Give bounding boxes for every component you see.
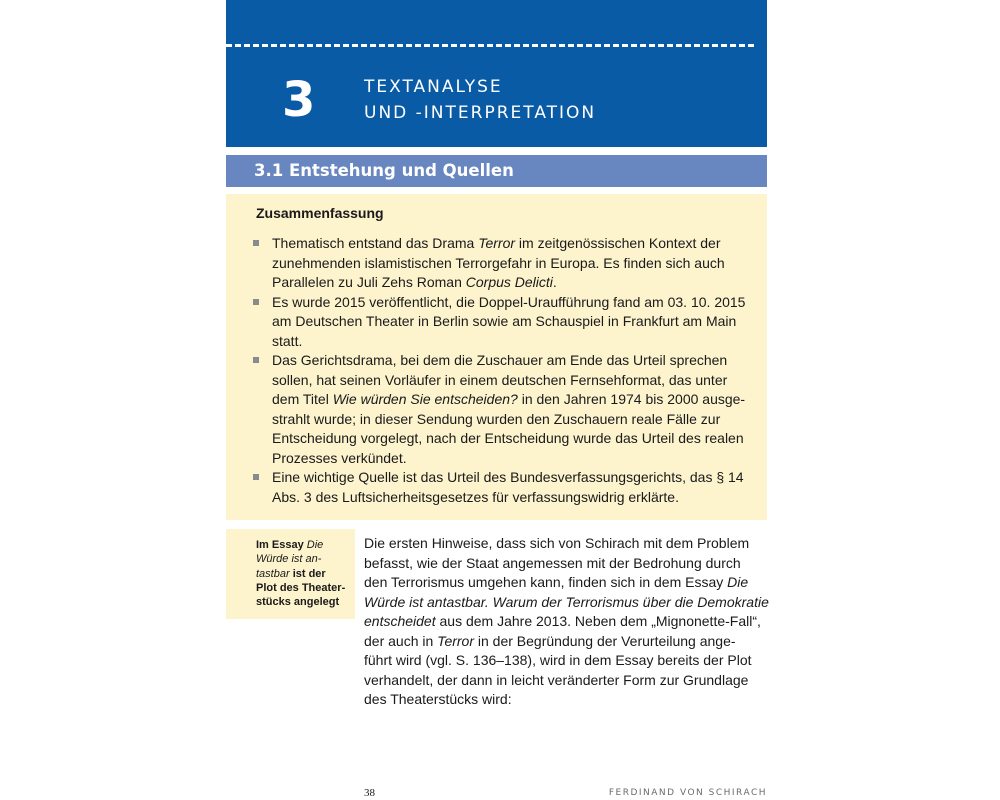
square-bullet-icon <box>253 357 259 363</box>
text-run: dem Titel <box>272 391 333 407</box>
summary-item <box>252 234 762 293</box>
chapter-title-line: TEXTANALYSE <box>364 77 503 97</box>
square-bullet-icon <box>253 240 259 246</box>
italic-text: Würde ist antastbar. Warum der Terrorismus über die Demokratie <box>364 593 769 610</box>
text-run: der auch in <box>364 632 438 649</box>
text-run: ist der <box>289 567 326 580</box>
text-run: Prozesses verkündet. <box>272 449 407 466</box>
text-line <box>256 567 345 581</box>
text-run: Parallelen zu Juli Zehs Roman <box>272 274 466 290</box>
italic-text: Corpus Delicti <box>465 274 553 290</box>
text-line <box>272 293 762 313</box>
italic-text: Würde ist an- <box>256 553 322 566</box>
text-line <box>272 312 762 332</box>
text-run: statt. <box>272 332 303 349</box>
text-line <box>364 632 769 652</box>
text-run: im zeitgenössischen Kontext der <box>515 235 721 251</box>
italic-text: Die <box>727 574 749 590</box>
text-line <box>364 651 769 671</box>
text-line <box>364 534 769 554</box>
italic-text: entscheidet <box>364 613 436 629</box>
margin-note <box>226 529 355 619</box>
text-run: führt wird (vgl. S. 136–138), wird in dem Essay bereits der Plot <box>364 652 752 668</box>
text-line <box>272 468 762 488</box>
text-line <box>364 593 769 613</box>
text-line <box>256 552 345 566</box>
section-title: 3.1 Entstehung und Quellen <box>254 161 514 180</box>
summary-box <box>226 194 767 520</box>
italic-text: Terror <box>437 632 474 649</box>
text-line <box>272 488 762 508</box>
italic-text: Wie würden Sie entscheiden? <box>332 391 518 407</box>
italic-text: Die <box>306 539 324 551</box>
text-run: sollen, hat seinen Vorläufer in einem deutschen Fernsehformat, das unter <box>272 371 728 388</box>
text-run: Die ersten Hinweise, dass sich von Schirach mit dem Problem <box>364 535 750 551</box>
text-line <box>272 234 762 254</box>
chapter-title <box>364 74 596 126</box>
text-run: Thematisch entstand das Drama <box>272 235 479 251</box>
chapter-number: 3 <box>282 72 316 128</box>
text-line <box>272 273 762 293</box>
text-line <box>364 690 769 710</box>
text-line <box>364 671 769 691</box>
text-run: verhandelt, der dann in leicht veränderter Form zur Grundlage <box>364 671 749 688</box>
text-line <box>272 371 762 391</box>
text-line <box>272 332 762 352</box>
text-line <box>272 449 762 469</box>
text-run: Das Gerichtsdrama, bei dem die Zuschauer am Ende das Urteil sprechen <box>272 352 728 368</box>
square-bullet-icon <box>253 474 259 480</box>
text-run: zunehmenden islamistischen Terrorgefahr in Europa. Es finden sich auch <box>272 254 725 271</box>
chapter-header <box>226 0 767 147</box>
text-run: Entscheidung vorgelegt, nach der Entscheidung wurde das Urteil des realen <box>272 430 744 446</box>
italic-text: Terror <box>478 235 516 251</box>
text-run: aus dem Jahre 2013. Neben dem „Mignonette-Fall“, <box>435 613 761 629</box>
text-line <box>364 612 769 632</box>
text-run: den Terrorismus umgehen kann, finden sich in dem Essay <box>364 574 728 590</box>
text-run: Es wurde 2015 veröffentlicht, die Doppel-Uraufführung fand am 03. 10. 2015 <box>272 293 746 310</box>
text-run: stücks angelegt <box>256 596 340 609</box>
text-run: Im Essay <box>256 539 307 551</box>
running-head: FERDINAND VON SCHIRACH <box>608 788 767 798</box>
text-run: strahlt wurde; in dieser Sendung wurden den Zuschauern reale Fälle zur <box>272 410 721 427</box>
text-line <box>272 429 762 449</box>
summary-item <box>252 468 762 507</box>
chapter-title-line: UND -INTERPRETATION <box>364 103 597 123</box>
body-paragraph <box>364 534 769 710</box>
summary-item <box>252 351 762 468</box>
section-bar <box>226 155 767 187</box>
text-line <box>256 538 345 552</box>
text-run: Abs. 3 des Luftsicherheitsgesetzes für verfassungswidrig erklärte. <box>272 488 679 505</box>
summary-item <box>252 293 762 352</box>
text-run: Eine wichtige Quelle ist das Urteil des Bundesverfassungsgerichts, das § 14 <box>272 469 744 485</box>
summary-list <box>252 234 762 507</box>
text-run: in der Begründung der Verurteilung ange- <box>474 632 736 649</box>
text-run: in den Jahren 1974 bis 2000 ausge- <box>517 391 746 407</box>
text-line <box>364 554 769 574</box>
square-bullet-icon <box>253 299 259 305</box>
margin-note-text <box>256 538 345 609</box>
text-run: am Deutschen Theater in Berlin sowie am Schauspiel in Frankfurt am Main <box>272 313 737 329</box>
text-line <box>272 351 762 371</box>
text-run: des Theaterstücks wird: <box>364 691 512 707</box>
summary-heading: Zusammenfassung <box>256 205 384 221</box>
text-line <box>272 254 762 274</box>
text-line <box>256 595 345 609</box>
text-run: . <box>552 274 557 290</box>
text-line <box>272 390 762 410</box>
text-line <box>256 581 345 595</box>
text-line <box>364 573 769 593</box>
text-run: Plot des Theater- <box>256 581 346 594</box>
text-line <box>272 410 762 430</box>
dashed-rule <box>226 44 754 47</box>
page-number: 38 <box>364 787 375 799</box>
italic-text: tastbar <box>256 567 290 580</box>
text-run: befasst, wie der Staat angemessen mit der Bedrohung durch <box>364 554 741 571</box>
